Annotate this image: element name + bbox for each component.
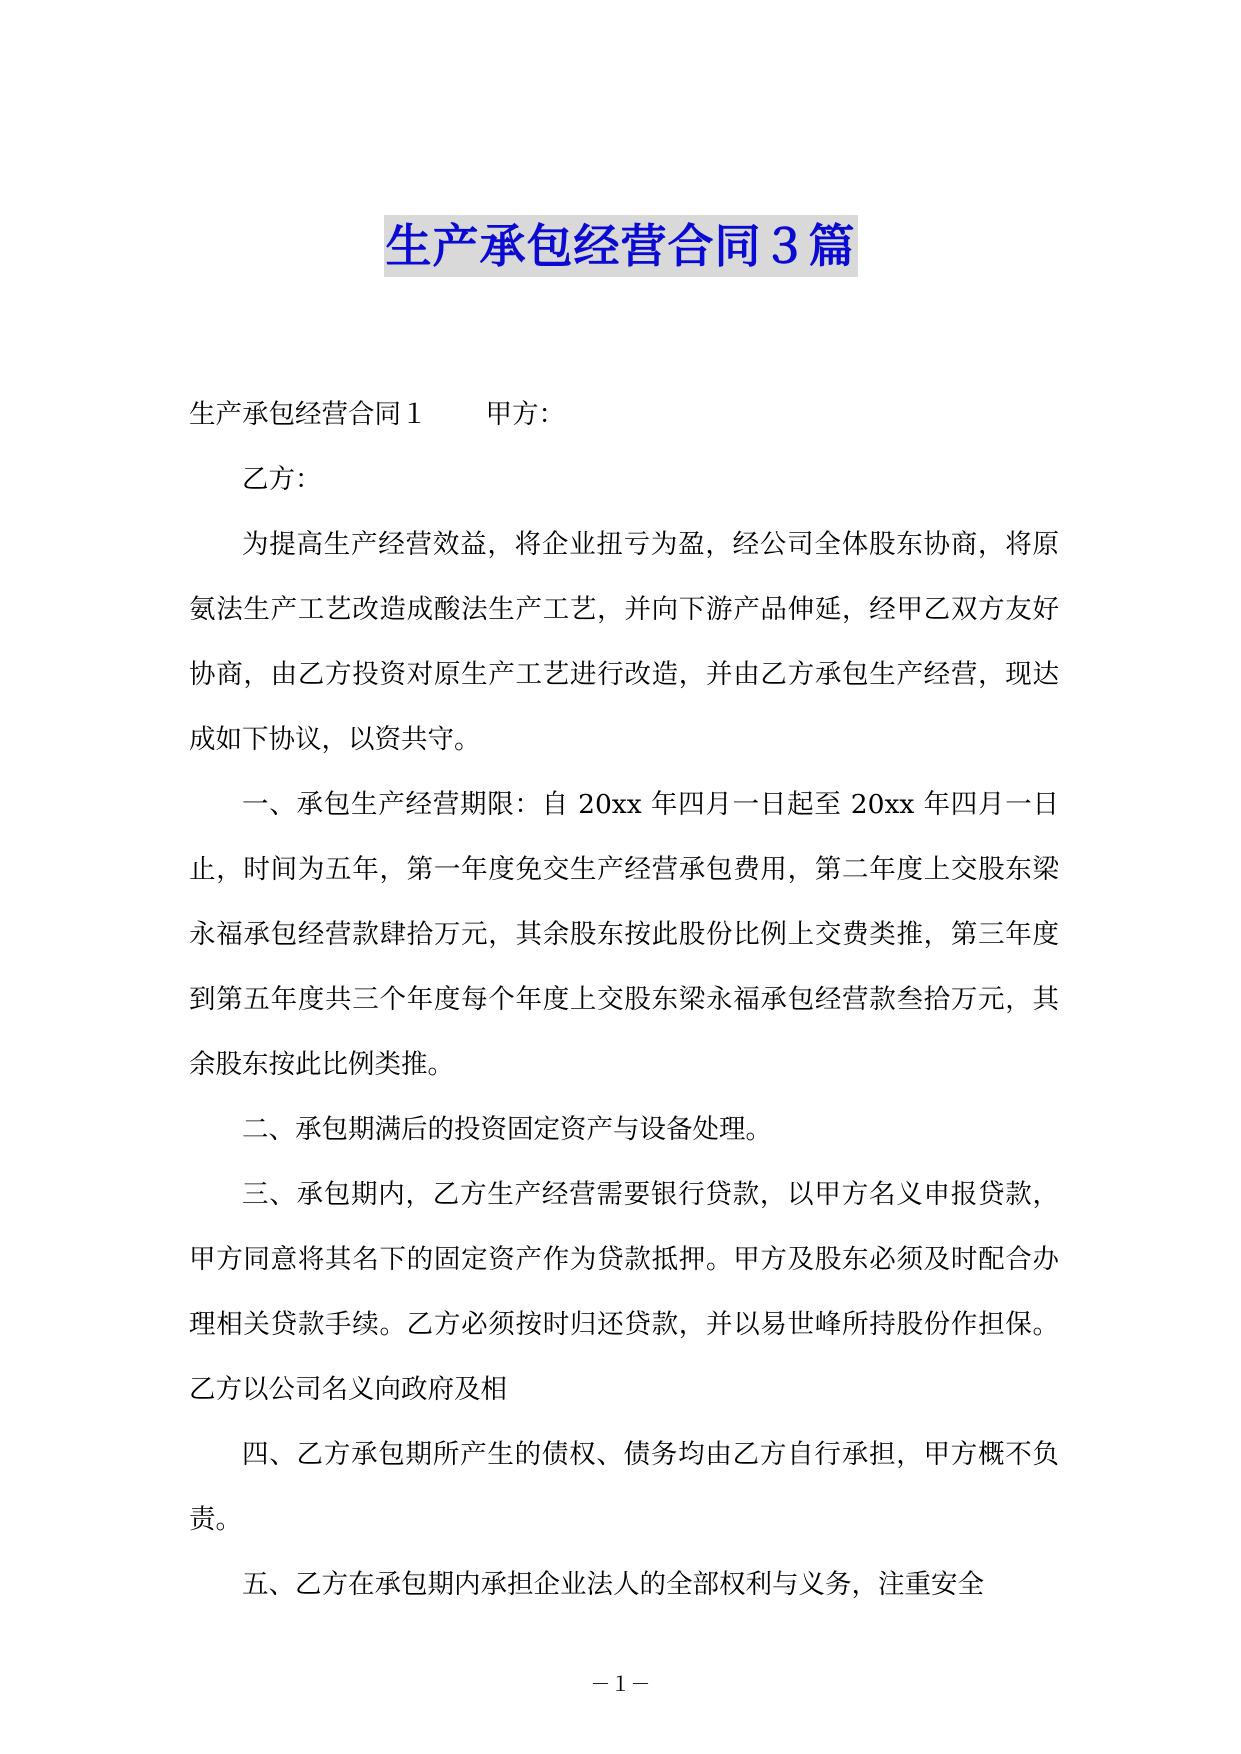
first-line <box>189 382 1059 447</box>
party-a-label: 甲方： <box>485 399 565 430</box>
page-number: －１－ <box>590 1672 651 1696</box>
paragraph-preamble: 为提高生产经营效益，将企业扭亏为盈，经公司全体股东协商，将原氨法生产工艺改造成酸法生产工艺，并向下游产品伸延，经甲乙双方友好协商，由乙方投资对原生产工艺进行改造，并由乙方承包生产经营，现达成如下协议，以资共守。 <box>189 529 1059 755</box>
contract-heading: 生产承包经营合同１ <box>189 399 428 430</box>
paragraph-clause-5: 五、乙方在承包期内承担企业法人的全部权利与义务，注重安全 <box>242 1569 984 1600</box>
paragraph-clause-1: 一、承包生产经营期限：自 20xx 年四月一日起至 20xx 年四月一日止，时间为五年，第一年度免交生产经营承包费用，第二年度上交股东梁永福承包经营款肆拾万元，其余股东按此股份比例上交费类推，第三年度到第五年度共三个年度每个年度上交股东梁永福承包经营款叁拾万元，其余股东按此比例类推。 <box>189 789 1059 1080</box>
paragraph-clause-2: 二、承包期满后的投资固定资产与设备处理。 <box>242 1114 772 1145</box>
title-container <box>0 215 1241 277</box>
paragraph-clause-4: 四、乙方承包期所产生的债权、债务均由乙方自行承担，甲方概不负责。 <box>189 1439 1059 1535</box>
paragraph-clause-3: 三、承包期内，乙方生产经营需要银行贷款，以甲方名义申报贷款，甲方同意将其名下的固定资产作为贷款抵押。甲方及股东必须及时配合办理相关贷款手续。乙方必须按时归还贷款，并以易世峰所持股份作担保。乙方以公司名义向政府及相 <box>189 1179 1059 1405</box>
document-body <box>189 382 1059 1617</box>
document-title: 生产承包经营合同３篇 <box>384 215 858 277</box>
paragraph-party-b: 乙方： <box>242 464 322 495</box>
